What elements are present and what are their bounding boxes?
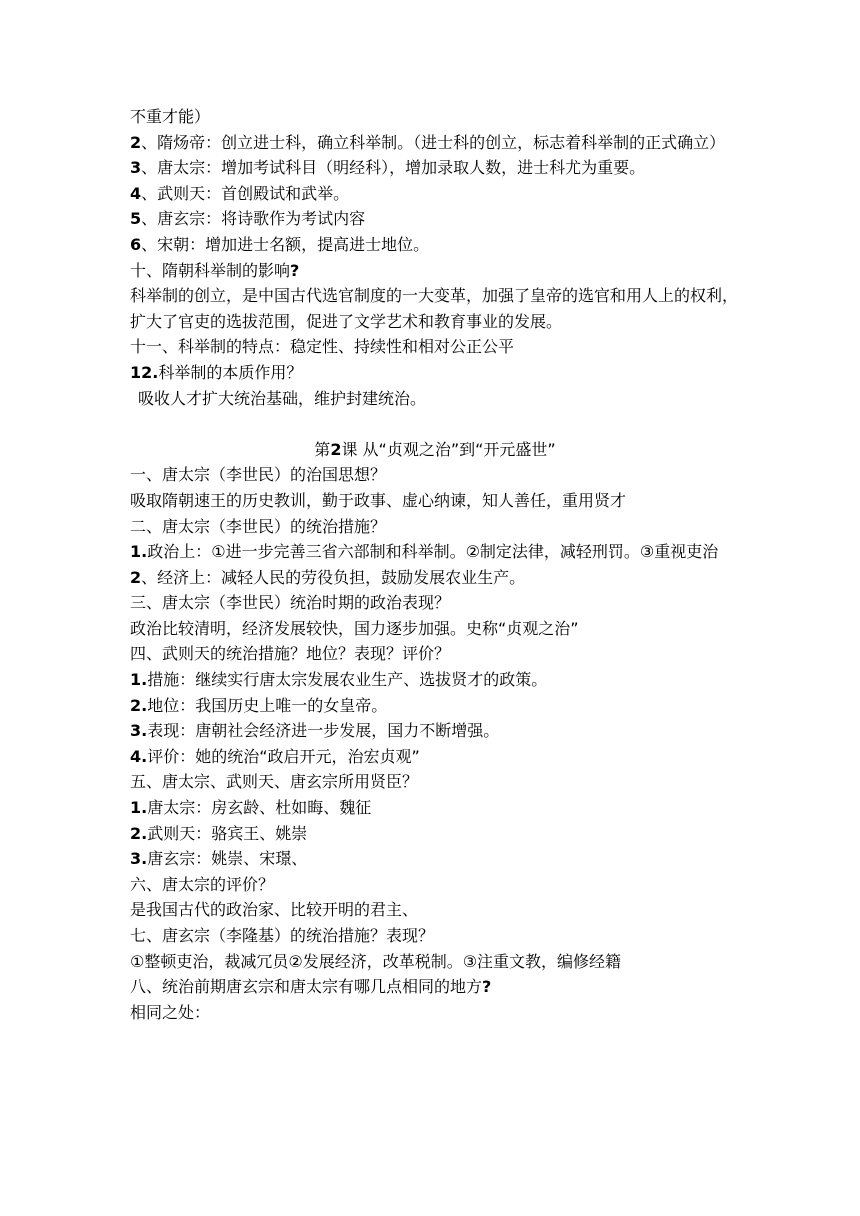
item-number: 2 bbox=[130, 132, 142, 152]
question-heading: 二、唐太宗（李世民）的统治措施？ bbox=[130, 516, 387, 536]
list-item bbox=[130, 565, 740, 591]
item-text: 表现：唐朝社会经济进一步发展，国力不断增强。 bbox=[147, 721, 500, 741]
list-item bbox=[130, 130, 740, 156]
question-heading: 四、武则天的统治措施？地位？表现？评价？ bbox=[130, 644, 451, 664]
item-text: 、唐太宗：增加考试科目（明经科），增加录取人数，进士科尤为重要。 bbox=[141, 158, 646, 178]
list-item bbox=[130, 821, 740, 847]
list-item bbox=[130, 667, 740, 693]
question-heading: 一、唐太宗（李世民）的治国思想？ bbox=[130, 465, 387, 485]
item-text: 唐太宗：房玄龄、杜如晦、魏征 bbox=[147, 798, 372, 818]
question-heading: 五、唐太宗、武则天、唐玄宗所用贤臣？ bbox=[130, 772, 419, 792]
item-text: 、隋炀帝：创立进士科，确立科举制。（进士科的创立，标志着科举制的正式确立） bbox=[141, 132, 726, 152]
item-number: 2. bbox=[130, 823, 148, 843]
item-number: 3. bbox=[130, 721, 148, 741]
item-text: 地位：我国历史上唯一的女皇帝。 bbox=[147, 695, 388, 715]
item-text: 、经济上：减轻人民的劳役负担，鼓励发展农业生产。 bbox=[141, 567, 526, 587]
document-page bbox=[130, 104, 740, 1025]
question-text: 十、隋朝科举制的影响 bbox=[130, 260, 291, 280]
question-heading bbox=[130, 258, 740, 284]
item-text: 、唐玄宗：将诗歌作为考试内容 bbox=[141, 209, 366, 229]
list-item bbox=[130, 795, 740, 821]
answer-paragraph: 政治比较清明，经济发展较快，国力逐步加强。史称“贞观之治” bbox=[130, 618, 579, 638]
question-number: 12. bbox=[130, 362, 159, 382]
list-item bbox=[130, 206, 740, 232]
item-number: 3 bbox=[130, 158, 142, 178]
list-item bbox=[130, 718, 740, 744]
list-item bbox=[130, 693, 740, 719]
question-text: 科举制的本质作用？ bbox=[158, 362, 303, 382]
answer-paragraph: 是我国古代的政治家、比较开明的君主、 bbox=[130, 900, 419, 920]
spacer bbox=[130, 411, 740, 437]
item-number: 1. bbox=[130, 798, 148, 818]
list-item bbox=[130, 181, 740, 207]
item-number: 6 bbox=[130, 234, 142, 254]
lesson-title-post: 课 从“贞观之治”到“开元盛世” bbox=[341, 439, 556, 459]
question-heading bbox=[130, 360, 740, 386]
item-number: 3. bbox=[130, 849, 148, 869]
question-heading bbox=[130, 974, 740, 1000]
item-number: 5 bbox=[130, 209, 142, 229]
item-text: 、宋朝：增加进士名额，提高进士地位。 bbox=[141, 234, 430, 254]
item-number: 2 bbox=[130, 567, 142, 587]
question-mark: ? bbox=[290, 260, 300, 280]
lesson-title-pre: 第 bbox=[314, 439, 331, 459]
lesson-number: 2 bbox=[330, 439, 342, 459]
item-text: 、武则天：首创殿试和武举。 bbox=[141, 183, 350, 203]
item-text: 武则天：骆宾王、姚崇 bbox=[147, 823, 308, 843]
answer-paragraph: ①整顿吏治，裁减冗员②发展经济，改革税制。③注重文教，编修经籍 bbox=[130, 951, 622, 971]
list-item bbox=[130, 232, 740, 258]
answer-paragraph: 科举制的创立，是中国古代选官制度的一大变革，加强了皇帝的选官和用人上的权利，扩大了官吏的选拔范围，促进了文学艺术和教育事业的发展。 bbox=[130, 286, 739, 331]
item-number: 2. bbox=[130, 695, 148, 715]
question-heading: 十一、科举制的特点：稳定性、持续性和相对公正公平 bbox=[130, 337, 515, 357]
question-heading: 三、唐太宗（李世民）统治时期的政治表现？ bbox=[130, 593, 451, 613]
answer-paragraph: 吸取隋朝速王的历史教训，勤于政事、虚心纳谏，知人善任，重用贤才 bbox=[130, 490, 627, 510]
question-heading: 七、唐玄宗（李隆基）的统治措施？表现？ bbox=[130, 926, 435, 945]
question-heading: 六、唐太宗的评价？ bbox=[130, 874, 275, 894]
item-number: 4. bbox=[130, 746, 148, 766]
item-text: 唐玄宗：姚崇、宋璟、 bbox=[147, 849, 308, 869]
item-number: 1. bbox=[130, 542, 148, 562]
question-text: 八、统治前期唐玄宗和唐太宗有哪几点相同的地方 bbox=[130, 977, 483, 997]
list-item bbox=[130, 744, 740, 770]
text-line: 不重才能） bbox=[130, 107, 211, 126]
item-text: 政治上：①进一步完善三省六部制和科举制。②制定法律，减轻刑罚。③重视吏治 bbox=[147, 542, 719, 562]
question-mark: ? bbox=[482, 977, 492, 997]
answer-paragraph: 吸收人才扩大统治基础，维护封建统治。 bbox=[138, 388, 427, 408]
item-number: 4 bbox=[130, 183, 142, 203]
list-item bbox=[130, 539, 740, 565]
item-text: 措施：继续实行唐太宗发展农业生产、选拔贤才的政策。 bbox=[147, 670, 548, 690]
lesson-title bbox=[130, 437, 740, 463]
list-item bbox=[130, 846, 740, 872]
item-text: 评价：她的统治“政启开元，治宏贞观” bbox=[147, 746, 420, 766]
list-item bbox=[130, 155, 740, 181]
item-number: 1. bbox=[130, 670, 148, 690]
answer-paragraph: 相同之处： bbox=[130, 1002, 211, 1022]
